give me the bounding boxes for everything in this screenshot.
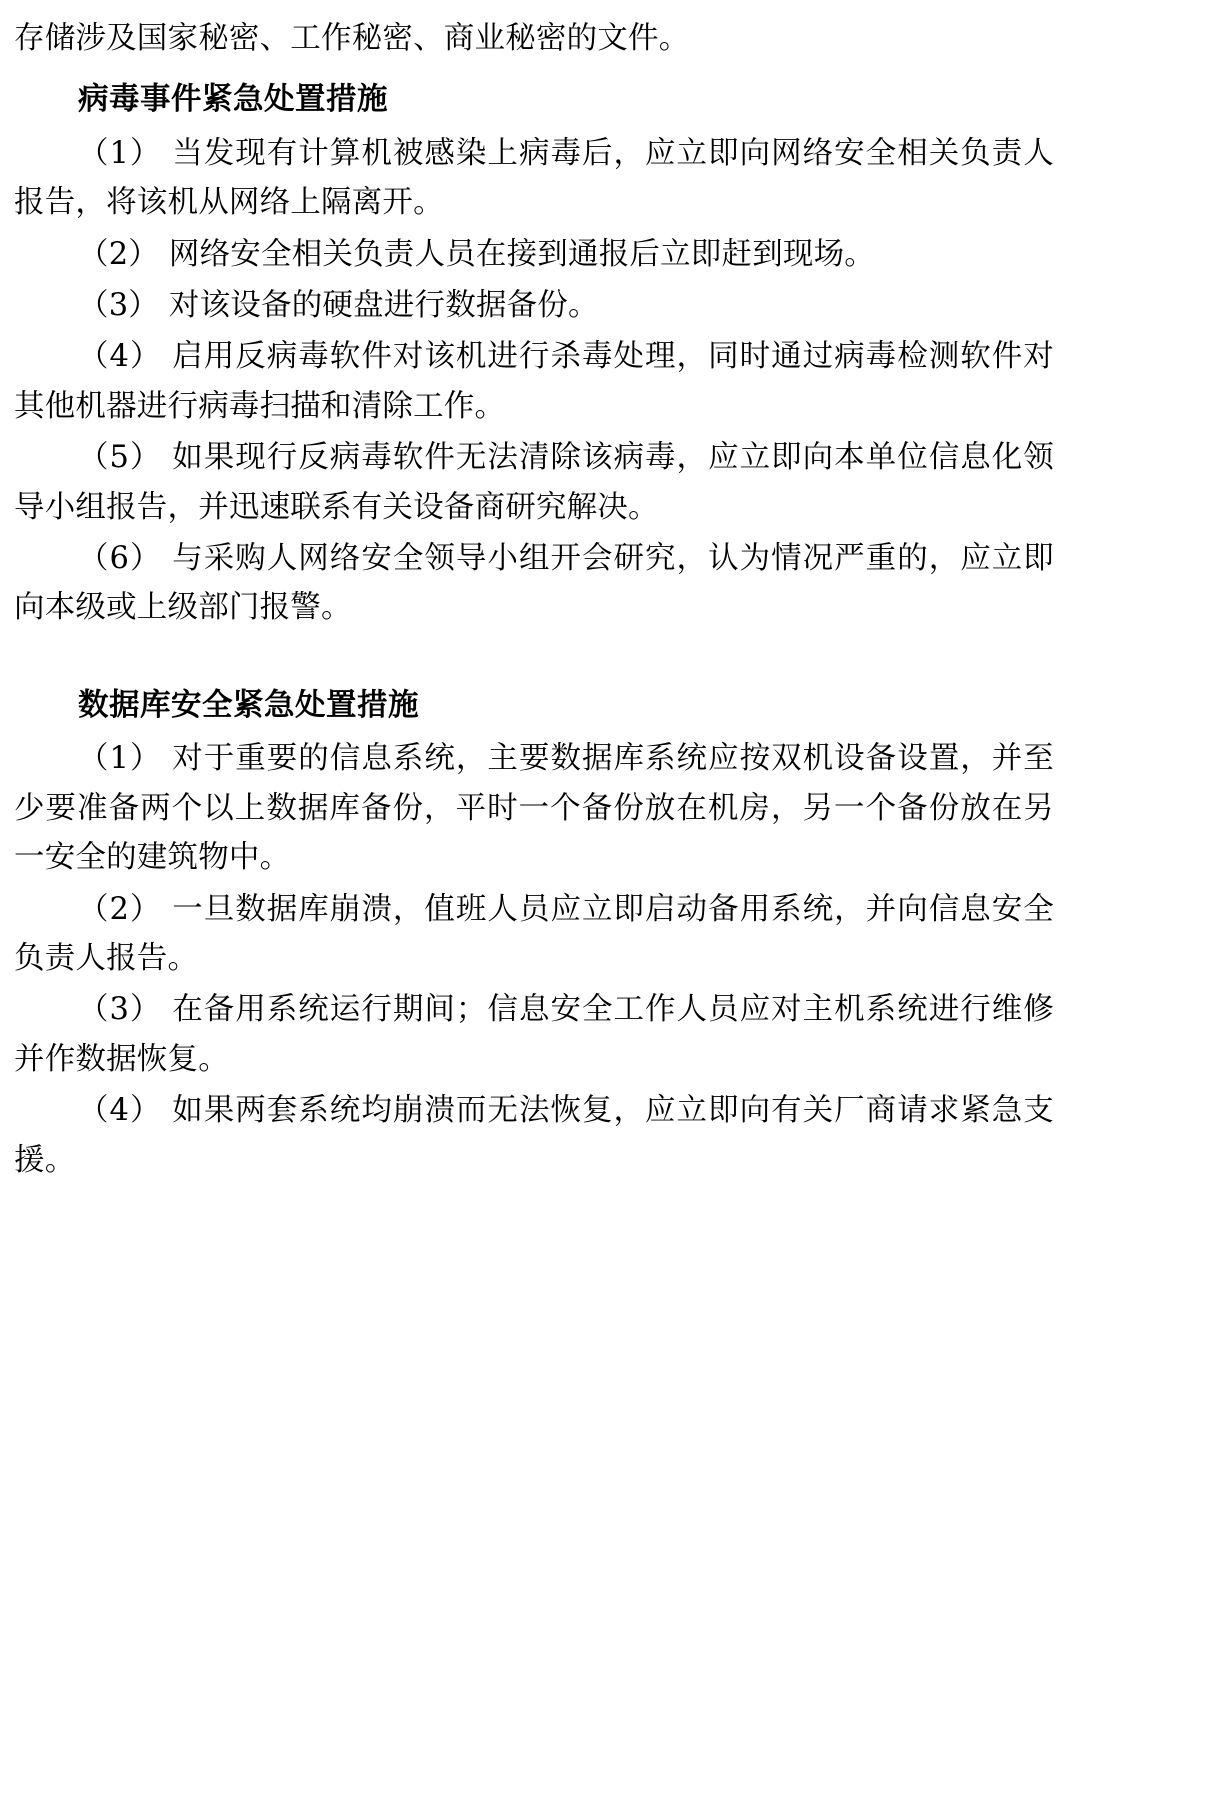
- paragraph-continuation: 存储涉及国家秘密、工作秘密、商业秘密的文件。: [14, 21, 690, 56]
- list-item-virus-1: （1） 当发现有计算机被感染上病毒后，应立即向网络安全相关负责人报告，将该机从网络上隔离开。: [14, 135, 1054, 221]
- list-item-virus-5: （5） 如果现行反病毒软件无法清除该病毒，应立即向本单位信息化领导小组报告，并迅速联系有关设备商研究解决。: [14, 440, 1054, 525]
- list-item-database-2: （2） 一旦数据库崩溃，值班人员应立即启动备用系统，并向信息安全负责人报告。: [14, 891, 1054, 976]
- section-heading-virus-emergency: 病毒事件紧急处置措施: [78, 81, 388, 118]
- list-item-database-4: （4） 如果两套系统均崩溃而无法恢复，应立即向有关厂商请求紧急支援。: [14, 1093, 1054, 1178]
- list-item-database-3: （3） 在备用系统运行期间；信息安全工作人员应对主机系统进行维修并作数据恢复。: [14, 992, 1054, 1077]
- section-heading-database-emergency: 数据库安全紧急处置措施: [78, 686, 419, 723]
- document-body: [14, 14, 1054, 1185]
- list-item-virus-4: （4） 启用反病毒软件对该机进行杀毒处理，同时通过病毒检测软件对其他机器进行病毒扫描和清除工作。: [14, 339, 1054, 424]
- list-item-virus-3: （3） 对该设备的硬盘进行数据备份。: [78, 288, 599, 324]
- section-spacer: [14, 635, 1054, 669]
- list-item-database-1: （1） 对于重要的信息系统，主要数据库系统应按双机设备设置，并至少要准备两个以上数据库备份，平时一个备份放在机房，另一个备份放在另一安全的建筑物中。: [14, 741, 1054, 876]
- list-item-virus-2: （2） 网络安全相关负责人员在接到通报后立即赶到现场。: [78, 236, 875, 272]
- list-item-virus-6: （6） 与采购人网络安全领导小组开会研究，认为情况严重的，应立即向本级或上级部门报警。: [14, 541, 1054, 626]
